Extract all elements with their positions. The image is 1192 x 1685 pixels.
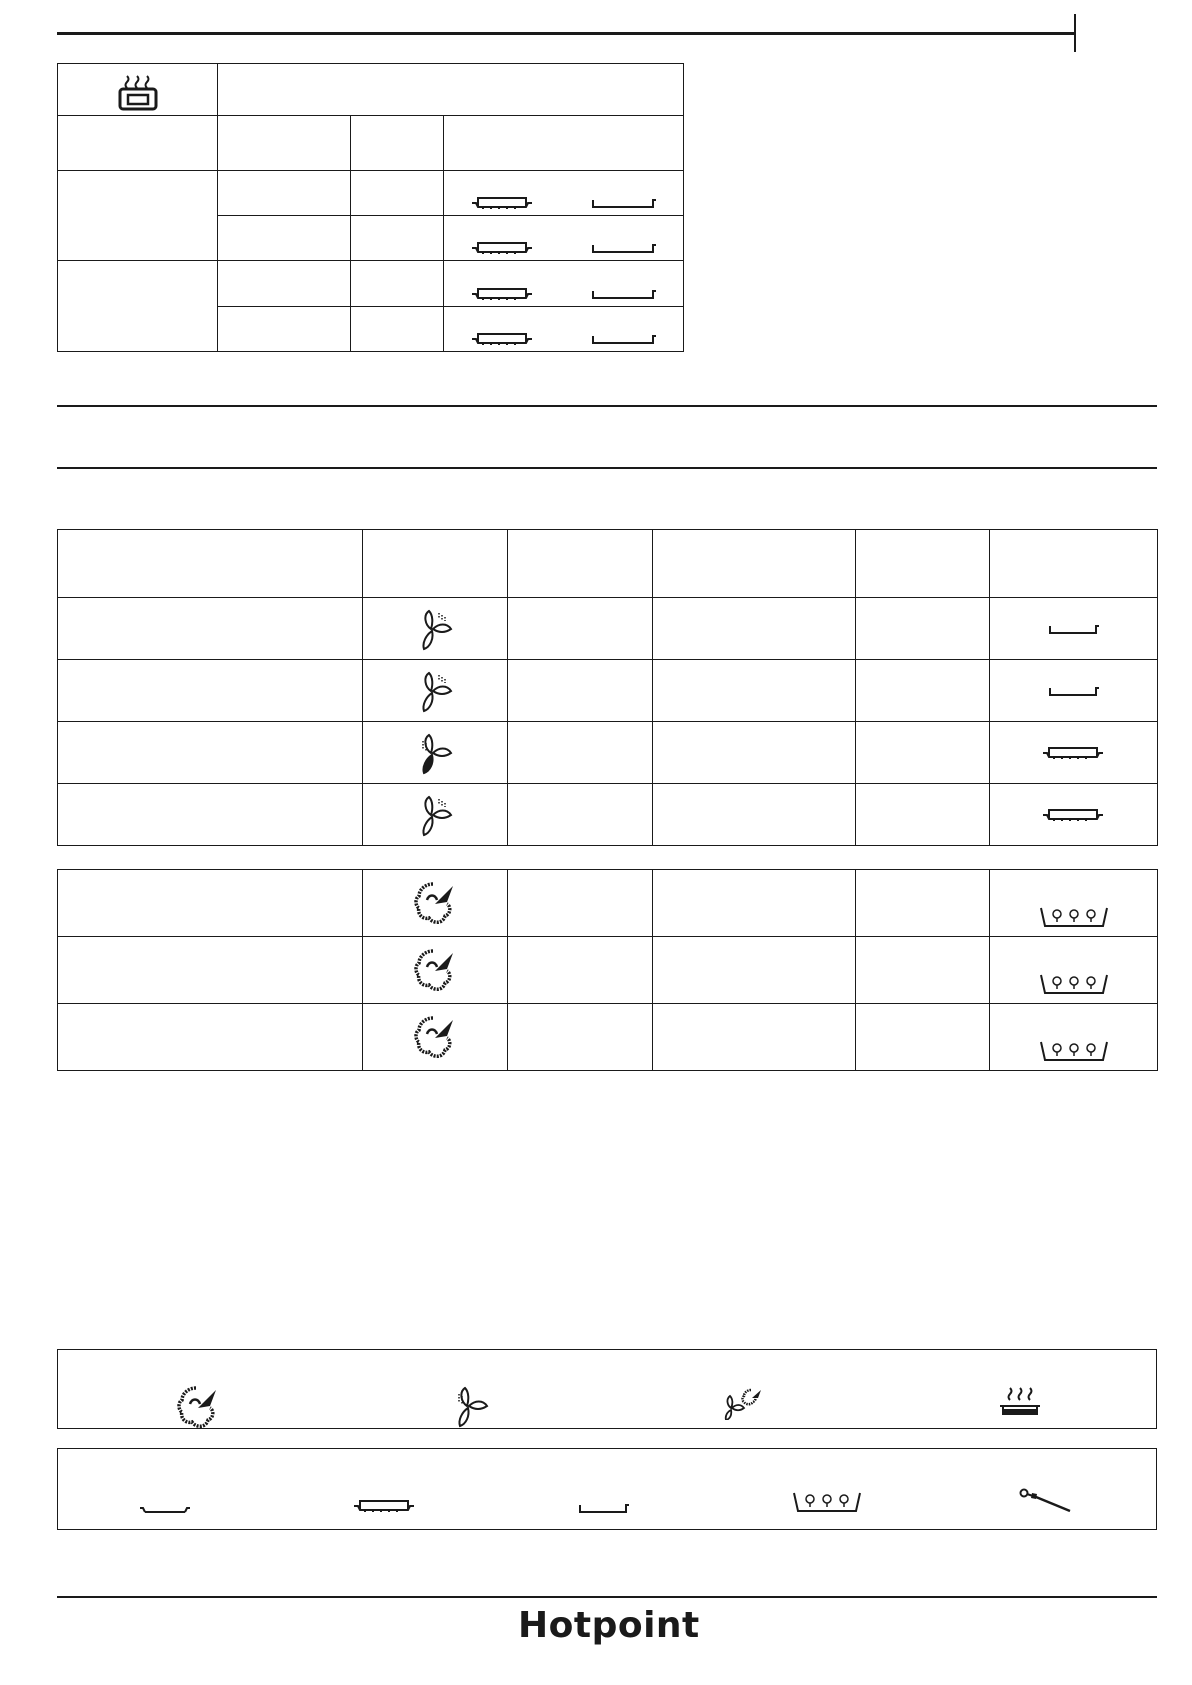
cell <box>351 116 444 171</box>
cell <box>856 660 990 722</box>
cell <box>990 530 1158 598</box>
accessories-cell <box>444 171 684 216</box>
legend-item <box>352 1499 418 1513</box>
steam-cooking-table <box>57 63 684 352</box>
function-cell <box>363 784 508 846</box>
table-row <box>58 784 1158 846</box>
cell <box>508 530 653 598</box>
cell <box>351 216 444 261</box>
fan-steam-combo-icon <box>413 1014 457 1060</box>
cell <box>351 261 444 307</box>
legend-item <box>721 1386 765 1420</box>
cell <box>58 171 218 261</box>
accessory-cell <box>990 598 1158 660</box>
legend-item <box>790 1489 864 1513</box>
cell <box>508 784 653 846</box>
function-cell <box>363 1004 508 1071</box>
convection-bake-icon <box>453 1384 489 1428</box>
table-row <box>58 870 1158 937</box>
fan-combo-small-icon <box>721 1386 765 1420</box>
cell <box>58 870 363 937</box>
functions-legend <box>57 1349 1157 1429</box>
cell <box>856 937 990 1004</box>
table-row <box>58 261 684 307</box>
grill-rack-icon <box>470 332 536 346</box>
footer-rule <box>57 1596 1157 1598</box>
cell <box>58 784 363 846</box>
accessory-cell <box>990 784 1158 846</box>
drip-tray-icon <box>1048 684 1100 698</box>
cell <box>653 660 856 722</box>
accessory-cell <box>990 937 1158 1004</box>
forced-air-fan-icon <box>417 669 453 713</box>
steam-basket-icon <box>1037 1038 1111 1062</box>
cell <box>856 784 990 846</box>
cell <box>58 937 363 1004</box>
drip-tray-icon <box>591 332 657 346</box>
cell <box>508 937 653 1004</box>
grill-rack-icon <box>470 287 536 301</box>
accessory-cell <box>990 1004 1158 1071</box>
cell <box>856 1004 990 1071</box>
top-rule-tick <box>1074 14 1076 52</box>
cell <box>363 530 508 598</box>
grill-rack-icon <box>352 1499 418 1513</box>
cell <box>218 261 351 307</box>
cell <box>508 598 653 660</box>
section-rule-top <box>57 405 1157 407</box>
table-row <box>58 937 1158 1004</box>
cell <box>58 530 363 598</box>
grill-rack-icon <box>470 196 536 210</box>
forced-air-fan-icon <box>417 793 453 837</box>
table-row <box>58 660 1158 722</box>
drip-tray-icon <box>1048 622 1100 636</box>
cell <box>653 1004 856 1071</box>
cell <box>653 598 856 660</box>
cell <box>508 870 653 937</box>
legend-item <box>138 1504 194 1516</box>
accessories-cell <box>444 307 684 352</box>
legend-item <box>453 1384 489 1428</box>
function-cell <box>363 722 508 784</box>
table-row <box>58 64 684 116</box>
table-row <box>58 722 1158 784</box>
cell <box>58 660 363 722</box>
cell <box>58 261 218 352</box>
top-rule <box>57 32 1075 35</box>
cell <box>653 722 856 784</box>
table-row <box>58 116 684 171</box>
table-row <box>58 171 684 216</box>
cell <box>58 1004 363 1071</box>
wire-shelf-icon <box>138 1504 194 1516</box>
cell <box>218 307 351 352</box>
skewer-icon <box>1018 1487 1074 1513</box>
cell <box>351 307 444 352</box>
cell <box>508 660 653 722</box>
steam-basket-icon <box>1037 971 1111 995</box>
cell <box>58 116 218 171</box>
legend-item <box>578 1501 630 1515</box>
cell <box>856 598 990 660</box>
accessories-cell <box>444 216 684 261</box>
fan-cooking-table <box>57 529 1158 846</box>
function-cell <box>363 937 508 1004</box>
convection-bake-icon <box>417 731 453 775</box>
cell <box>856 530 990 598</box>
header-icon-cell <box>58 64 218 116</box>
cell <box>218 171 351 216</box>
legend-item <box>1018 1487 1074 1513</box>
drip-tray-icon <box>591 241 657 255</box>
cell <box>444 116 684 171</box>
cell <box>58 722 363 784</box>
accessory-cell <box>990 870 1158 937</box>
fan-steam-combo-icon <box>413 947 457 993</box>
section-rule-bottom <box>57 467 1157 469</box>
function-cell <box>363 598 508 660</box>
cell <box>653 530 856 598</box>
table-row <box>58 530 1158 598</box>
cell <box>653 870 856 937</box>
cell <box>856 722 990 784</box>
brand-logo: Hotpoint <box>518 1605 700 1646</box>
accessory-cell <box>990 722 1158 784</box>
steam-basket-icon <box>790 1489 864 1513</box>
function-cell <box>363 660 508 722</box>
steam-dish-icon <box>998 1380 1042 1422</box>
cell <box>653 937 856 1004</box>
steam-combo-table <box>57 869 1158 1071</box>
grill-rack-icon <box>1041 746 1107 760</box>
function-cell <box>363 870 508 937</box>
table-row <box>58 1004 1158 1071</box>
legend-item <box>998 1380 1042 1422</box>
steam-oven-icon <box>117 69 159 111</box>
accessory-cell <box>990 660 1158 722</box>
cell <box>653 784 856 846</box>
fan-steam-combo-icon <box>413 880 457 926</box>
cell <box>218 116 351 171</box>
cell <box>856 870 990 937</box>
accessories-legend <box>57 1448 1157 1530</box>
table-row <box>58 598 1158 660</box>
cell <box>508 722 653 784</box>
cell <box>508 1004 653 1071</box>
drip-tray-icon <box>578 1501 630 1515</box>
forced-air-fan-icon <box>417 607 453 651</box>
grill-rack-icon <box>1041 808 1107 822</box>
cell <box>58 598 363 660</box>
grill-rack-icon <box>470 241 536 255</box>
fan-steam-combo-icon <box>176 1384 220 1430</box>
drip-tray-icon <box>591 196 657 210</box>
header-title-cell <box>218 64 684 116</box>
drip-tray-icon <box>591 287 657 301</box>
legend-item <box>176 1384 220 1430</box>
accessories-cell <box>444 261 684 307</box>
cell <box>218 216 351 261</box>
cell <box>351 171 444 216</box>
steam-basket-icon <box>1037 904 1111 928</box>
